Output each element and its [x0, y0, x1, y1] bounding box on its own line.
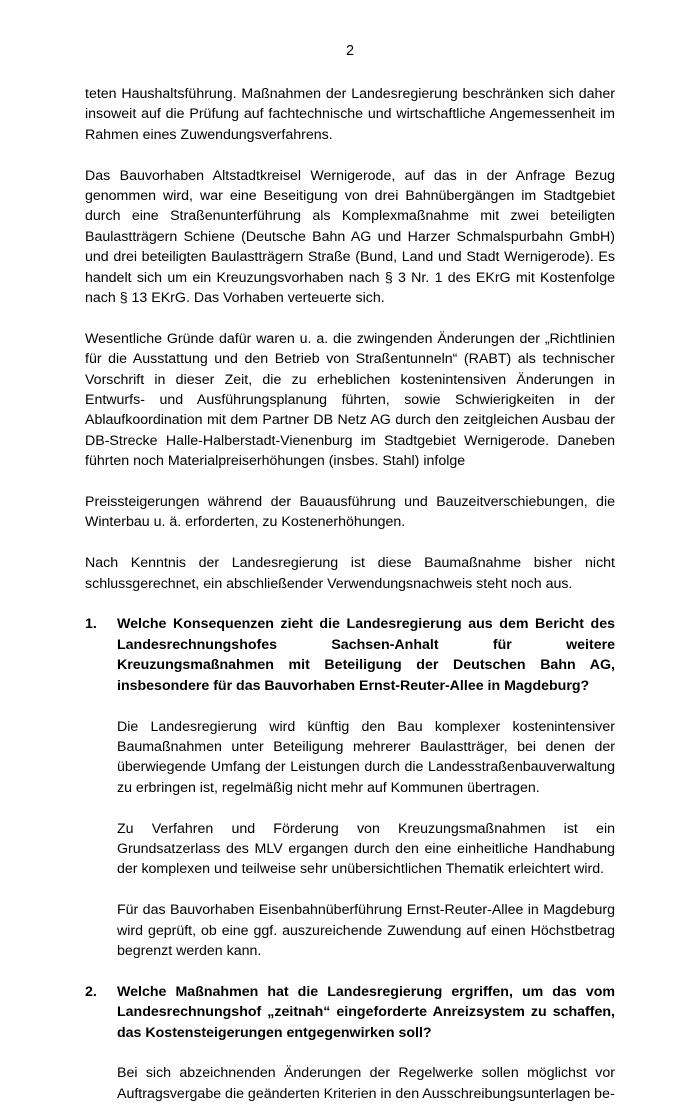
answer-block — [117, 1063, 615, 1104]
page-number: 2 — [345, 43, 355, 59]
question-block — [85, 982, 615, 1104]
paragraph: Preissteigerungen während der Bauausführung und Bauzeitverschiebungen, die Winterbau u. ä. erforderten, zu Kostenerhöhungen. — [85, 494, 615, 531]
answer-paragraph: Für das Bauvorhaben Eisenbahnüberführung Ernst-Reuter-Allee in Magdeburg wird geprüft, ob eine ggf. auszureichende Zuwendung auf einen Höchstbetrag begrenzt werden kann. — [117, 902, 615, 959]
answer-block — [117, 717, 615, 962]
page-content — [85, 84, 615, 1104]
paragraph: Nach Kenntnis der Landesregierung ist diese Baumaßnahme bisher nicht schlussgerechnet, ein abschließender Verwendungsnachweis steht noch aus. — [85, 555, 615, 592]
paragraph: Wesentliche Gründe dafür waren u. a. die zwingenden Änderungen der „Richtlinien für die Ausstattung und den Betrieb von Straßentunneln“ (RABT) als technischer Vorschrift in dieser Zeit, die zu erheblichen kostenintensiven Änderungen in Entwurfs- und Ausführungsplanung führten, sowie Schwierigkeiten in der Ablaufkoordination mit dem Partner DB Netz AG durch den zeitgleichen Ausbau der DB-Strecke Halle-Halberstadt-Vienenburg im Stadtgebiet Wernigerode. Daneben führten noch Materialpreiserhöhungen (insbes. Stahl) infolge — [85, 330, 615, 470]
answer-paragraph: Die Landesregierung wird künftig den Bau komplexer kostenintensiver Baumaßnahmen unter Beteiligung mehrerer Baulastträger, bei denen der überwiegende Umfang der Leistungen durch die Landesstraßenbauverwaltung zu erbringen ist, regelmäßig nicht mehr auf Kommunen übertragen. — [117, 718, 615, 796]
question-number: 2. — [85, 983, 97, 1000]
question-block — [85, 614, 615, 961]
paragraph: Das Bauvorhaben Altstadtkreisel Wernigerode, auf das in der Anfrage Bezug genommen wird, war eine Beseitigung von drei Bahnübergängen im Stadtgebiet durch eine Straßenunterführung als Komplexmaßnahme mit zwei beteiligten Baulastträgern Schiene (Deutsche Bahn AG und Harzer Schmalspurbahn GmbH) und drei beteiligten Baulastträgern Straße (Bund, Land und Stadt Wernigerode). Es handelt sich um ein Kreuzungsvorhaben nach § 3 Nr. 1 des EKrG mit Kostenfolge nach § 13 EKrG. Das Vorhaben verteuerte sich. — [85, 167, 615, 307]
answer-paragraph: Bei sich abzeichnenden Änderungen der Regelwerke sollen möglichst vor Auftragsvergabe die geänderten Kriterien in den Ausschreibungsunterlagen be- — [117, 1065, 615, 1102]
answer-paragraph: Zu Verfahren und Förderung von Kreuzungsmaßnahmen ist ein Grundsatzerlass des MLV ergangen durch den eine einheitliche Handhabung der komplexen und teilweise sehr unübersichtlichen Thematik erleichtert wird. — [117, 820, 615, 878]
paragraph: teten Haushaltsführung. Maßnahmen der Landesregierung beschränken sich daher insoweit auf die Prüfung auf fachtechnische und wirtschaftliche Angemessenheit im Rahmen eines Zuwendungsverfahrens. — [85, 86, 615, 143]
question-text: Welche Maßnahmen hat die Landesregierung ergriffen, um das vom Landesrechnungshof „zeitnah“ eingeforderte Anreizsystem zu schaffen, das Kostensteigerungen entgegenwirken soll? — [117, 983, 615, 1041]
question-text: Welche Konsequenzen zieht die Landesregierung aus dem Bericht des Landesrechnungshofes Sachsen-Anhalt für weitere Kreuzungsmaßnahmen mit Beteiligung der Deutschen Bahn AG, insbesondere für das Bauvorhaben Ernst-Reuter-Allee in Magdeburg? — [117, 616, 615, 694]
question-number: 1. — [85, 616, 97, 633]
